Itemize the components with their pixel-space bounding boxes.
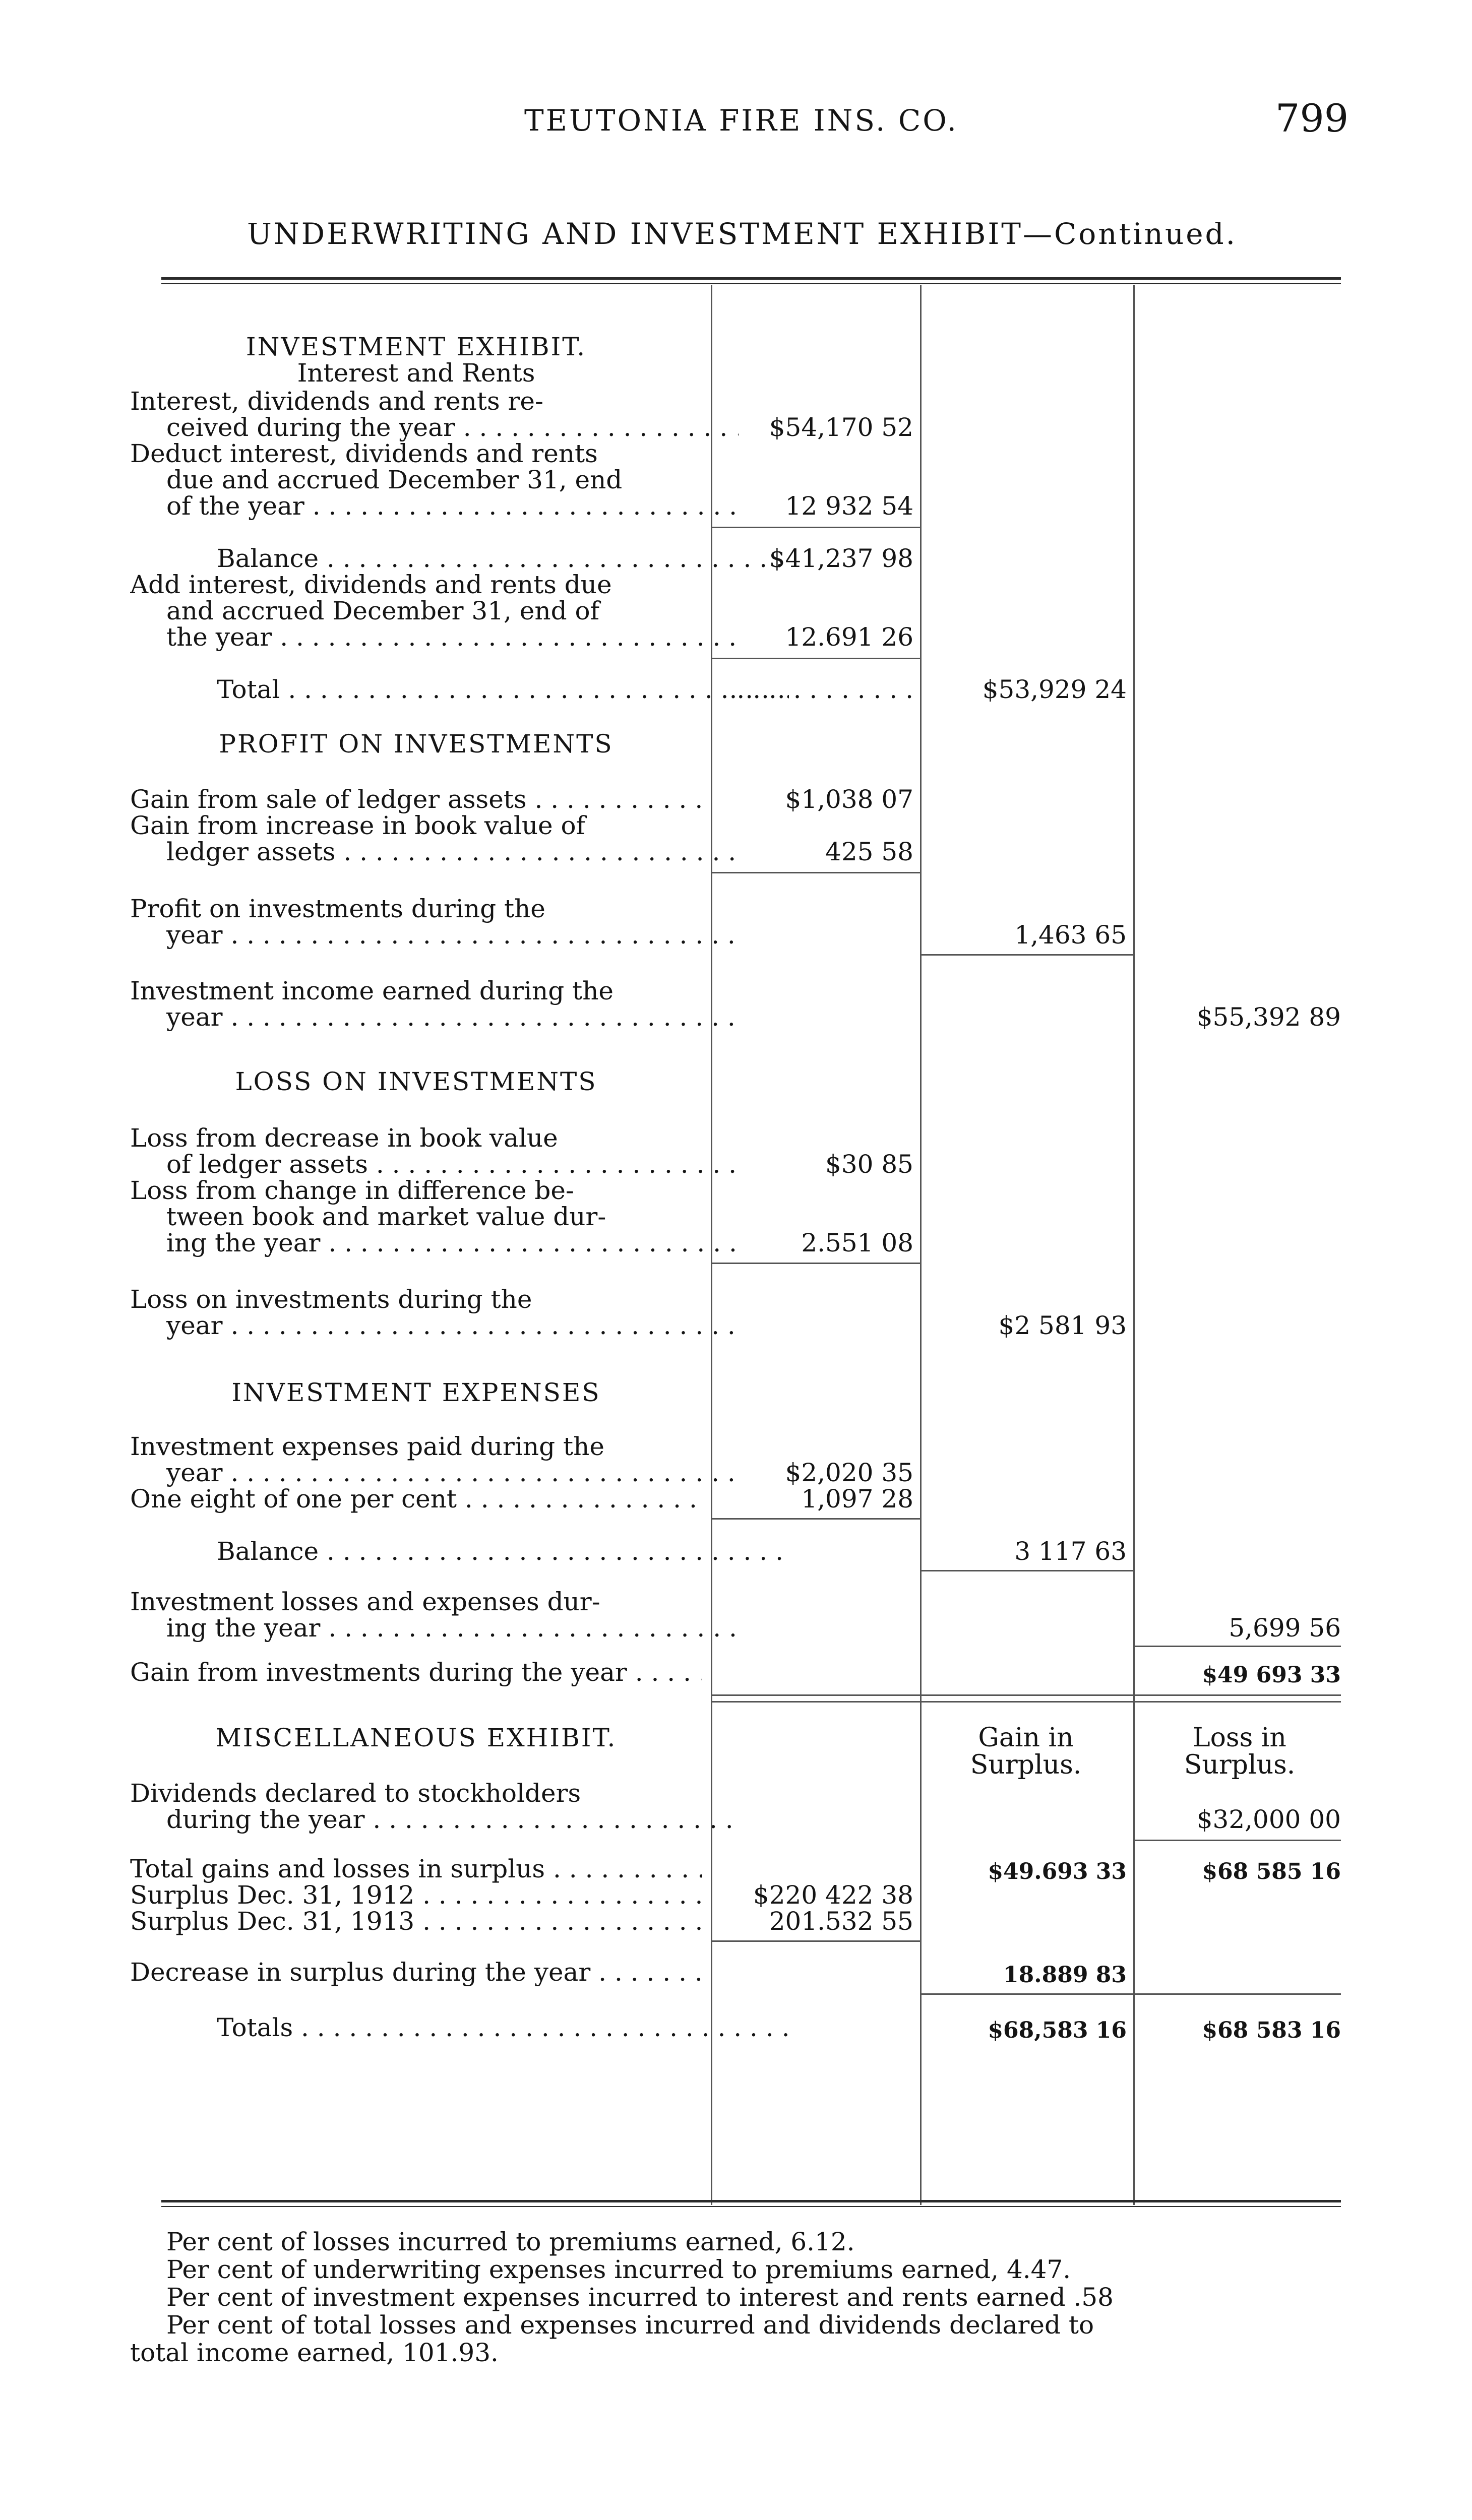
subtotal-rule: [711, 1263, 920, 1264]
subtotal-rule: [920, 954, 1133, 956]
investment-exhibit-heading: INVESTMENT EXHIBIT.: [246, 333, 587, 361]
deduct-interest-line-3: of the year . . .: [166, 492, 739, 520]
col-loss-header-2: Surplus.: [1184, 1750, 1296, 1780]
profit-line-1: Profit on investments during the: [130, 895, 545, 923]
column-divider-3: [1133, 285, 1135, 2205]
dividends-line-1: Dividends declared to stockholders: [130, 1779, 581, 1807]
footnote-losses: Per cent of losses incurred to premiums earned, 6.12.: [166, 2227, 855, 2256]
losses-expenses-line-2: ing the year . . .: [166, 1614, 739, 1642]
gain-investments-label: Gain from investments during the year . . .: [130, 1658, 702, 1686]
loss-change-line-3: ing the year . . .: [166, 1229, 739, 1257]
add-interest-line-1: Add interest, dividends and rents due: [130, 571, 612, 599]
page-subtitle: UNDERWRITING AND INVESTMENT EXHIBIT—Continued.: [247, 217, 1238, 251]
subtotal-rule: [711, 1518, 920, 1520]
gain-investments-amount: $49 693 33: [1202, 1662, 1341, 1688]
deduct-interest-line-2: due and accrued December 31, end: [166, 466, 623, 494]
add-interest-line-2: and accrued December 31, end of: [166, 597, 600, 625]
income-line-2: year . . .: [166, 1003, 739, 1031]
footnote-underwriting: Per cent of underwriting expenses incurred to premiums earned, 4.47.: [166, 2255, 1071, 2284]
expenses-balance-amount: 3 117 63: [1014, 1537, 1127, 1566]
table-bottom-rule: [161, 2200, 1341, 2202]
gain-book-amount: 425 58: [825, 837, 913, 866]
profit-heading: PROFIT ON INVESTMENTS: [219, 730, 614, 758]
subtotal-rule: [711, 872, 920, 873]
gain-book-line-2: ledger assets . . .: [166, 838, 739, 866]
losses-expenses-amount: 5,699 56: [1229, 1613, 1341, 1643]
loss-total-line-1: Loss on investments during the: [130, 1285, 532, 1313]
subtotal-rule: [711, 527, 920, 528]
total-amount: $53,929 24: [982, 675, 1127, 704]
footnote-total-line-1: Per cent of total losses and expenses incurred and dividends declared to: [166, 2310, 1094, 2340]
final-gain-amount: $68,583 16: [988, 2018, 1127, 2043]
table-bottom-rule-thin: [161, 2206, 1341, 2207]
final-loss-amount: $68 583 16: [1202, 2018, 1341, 2043]
gain-book-line-1: Gain from increase in book value of: [130, 811, 586, 840]
subtotal-rule: [920, 1993, 1133, 1995]
one-eighth-amount: 1,097 28: [801, 1484, 913, 1514]
loss-decrease-line-1: Loss from decrease in book value: [130, 1124, 558, 1152]
expenses-heading: INVESTMENT EXPENSES: [231, 1378, 601, 1407]
loss-decrease-line-2: of ledger assets . . .: [166, 1150, 739, 1178]
balance-amount: $41,237 98: [769, 544, 913, 573]
balance-label: Balance . . .: [217, 544, 789, 573]
dividends-line-2: during the year . . .: [166, 1805, 739, 1834]
income-line-1: Investment income earned during the: [130, 977, 614, 1005]
subtotal-rule: [711, 658, 920, 659]
loss-heading: LOSS ON INVESTMENTS: [235, 1067, 597, 1096]
table-top-rule-thin: [161, 283, 1341, 284]
loss-total-line-2: year . . .: [166, 1311, 739, 1340]
gain-sale-amount: $1,038 07: [785, 785, 913, 814]
total-leader: . . . . . . . . . . . .: [729, 675, 913, 704]
expenses-paid-amount: $2,020 35: [785, 1458, 913, 1487]
interest-received-line-2: ceived during the year . . .: [166, 413, 739, 442]
expenses-paid-line-2: year . . .: [166, 1459, 739, 1487]
table-top-rule: [161, 277, 1341, 280]
total-gains-amount: $49.693 33: [988, 1859, 1127, 1884]
surplus-1912-amount: $220 422 38: [753, 1880, 913, 1910]
interest-received-amount: $54,170 52: [769, 413, 913, 442]
subtotal-rule: [1133, 1646, 1341, 1647]
loss-change-line-1: Loss from change in difference be-: [130, 1176, 574, 1205]
surplus-1912-label: Surplus Dec. 31, 1912 . . .: [130, 1881, 702, 1909]
profit-amount: 1,463 65: [1014, 920, 1127, 950]
loss-change-amount: 2.551 08: [801, 1228, 913, 1257]
add-interest-line-3: the year . . .: [166, 623, 739, 651]
deduct-interest-line-1: Deduct interest, dividends and rents: [130, 439, 598, 468]
expenses-balance-label: Balance . . .: [217, 1537, 789, 1565]
expenses-paid-line-1: Investment expenses paid during the: [130, 1432, 604, 1461]
surplus-1913-label: Surplus Dec. 31, 1913 . . .: [130, 1907, 702, 1935]
double-rule: [711, 1694, 1341, 1703]
interest-received-line-1: Interest, dividends and rents re-: [130, 387, 543, 415]
losses-expenses-line-1: Investment losses and expenses dur-: [130, 1588, 600, 1616]
decrease-surplus-amount: 18.889 83: [1003, 1962, 1127, 1988]
page-number: 799: [1275, 96, 1349, 141]
loss-change-line-2: tween book and market value dur-: [166, 1203, 606, 1231]
income-amount: $55,392 89: [1196, 1002, 1341, 1032]
loss-total-amount: $2 581 93: [998, 1311, 1127, 1340]
subtotal-rule: [711, 1940, 920, 1942]
footnote-investment: Per cent of investment expenses incurred to interest and rents earned .58: [166, 2283, 1114, 2312]
total-losses-amount: $68 585 16: [1202, 1859, 1341, 1884]
running-head: TEUTONIA FIRE INS. CO.: [524, 103, 958, 138]
footnote-total-line-2: total income earned, 101.93.: [130, 2338, 499, 2367]
total-label: Total . . .: [217, 675, 789, 704]
one-eighth-label: One eight of one per cent . . .: [130, 1485, 702, 1513]
final-totals-label: Totals . . .: [217, 2013, 789, 2042]
total-gains-losses-label: Total gains and losses in surplus . . .: [130, 1855, 702, 1883]
subtotal-rule: [920, 1570, 1133, 1571]
loss-decrease-amount: $30 85: [825, 1150, 913, 1179]
misc-heading: MISCELLANEOUS EXHIBIT.: [215, 1724, 617, 1752]
profit-line-2: year . . .: [166, 921, 739, 949]
column-divider-2: [920, 285, 922, 2205]
add-interest-amount: 12.691 26: [785, 622, 913, 652]
col-gain-header-2: Surplus.: [970, 1750, 1082, 1780]
dividends-amount: $32,000 00: [1196, 1805, 1341, 1834]
surplus-1913-amount: 201.532 55: [769, 1907, 913, 1936]
subtotal-rule: [1133, 1840, 1341, 1841]
interest-rents-subheading: Interest and Rents: [297, 359, 535, 387]
deduct-interest-amount: 12 932 54: [785, 491, 913, 521]
col-gain-header-1: Gain in: [978, 1723, 1074, 1753]
gain-sale-label: Gain from sale of ledger assets . . .: [130, 785, 702, 813]
col-loss-header-1: Loss in: [1193, 1723, 1286, 1753]
subtotal-rule: [1133, 1993, 1341, 1995]
decrease-surplus-label: Decrease in surplus during the year . . .: [130, 1958, 702, 1986]
